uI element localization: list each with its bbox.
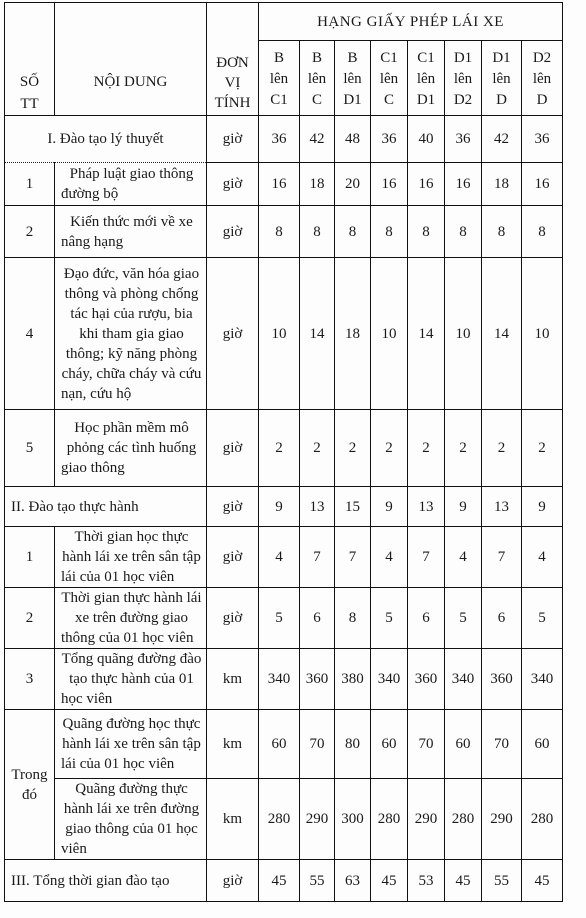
row-value: 9 bbox=[259, 487, 300, 527]
header-grade-line: D2 bbox=[532, 50, 552, 67]
row-value: 36 bbox=[259, 116, 300, 163]
header-grade-line: C bbox=[383, 92, 394, 109]
row-stt: 1 bbox=[5, 527, 55, 588]
table-row bbox=[5, 588, 563, 649]
row-stt: Trong đó bbox=[5, 710, 55, 860]
row-value: 60 bbox=[371, 710, 408, 779]
table-row bbox=[5, 258, 563, 410]
row-stt: 5 bbox=[5, 410, 55, 487]
header-grade-line: lên bbox=[343, 71, 362, 88]
row-value: 60 bbox=[259, 710, 300, 779]
row-value: 2 bbox=[408, 410, 445, 487]
row-value: 7 bbox=[408, 527, 445, 588]
row-value: 8 bbox=[522, 206, 563, 258]
row-value: 45 bbox=[371, 860, 408, 902]
row-value: 10 bbox=[445, 258, 482, 410]
row-value: 15 bbox=[335, 487, 371, 527]
row-value: 8 bbox=[482, 206, 522, 258]
row-value: 2 bbox=[371, 410, 408, 487]
header-grade-line: lên bbox=[269, 71, 289, 88]
row-value: 340 bbox=[522, 649, 563, 710]
row-value: 5 bbox=[259, 588, 300, 649]
row-content: Học phần mềm mô phỏng các tình huống giao thông bbox=[55, 410, 207, 487]
header-grade-line: C1 bbox=[270, 92, 288, 109]
row-stt: 2 bbox=[5, 206, 55, 258]
header-grade-2 bbox=[335, 41, 371, 116]
row-value: 16 bbox=[522, 163, 563, 206]
row-content: Tổng quãng đường đào tạo thực hành của 01 học viên bbox=[55, 649, 207, 710]
row-value: 6 bbox=[482, 588, 522, 649]
row-value: 70 bbox=[482, 710, 522, 779]
row-value: 18 bbox=[335, 258, 371, 410]
row-value: 10 bbox=[522, 258, 563, 410]
row-content: Thời gian thực hành lái xe trên đường giao thông của 01 học viên bbox=[55, 588, 207, 649]
table-row bbox=[5, 410, 563, 487]
row-stt: 4 bbox=[5, 258, 55, 410]
row-unit: giờ bbox=[207, 163, 259, 206]
row-content: Thời gian học thực hành lái xe trên sân tập lái của 01 học viên bbox=[55, 527, 207, 588]
table-row bbox=[5, 779, 563, 860]
table-row bbox=[5, 116, 563, 163]
row-value: 16 bbox=[408, 163, 445, 206]
row-value: 7 bbox=[482, 527, 522, 588]
row-content: Đạo đức, văn hóa giao thông và phòng chống tác hại của rượu, bia khi tham gia giao thông; kỹ năng phòng cháy, chữa cháy và cứu nạn, cứu hộ bbox=[55, 258, 207, 410]
row-value: 8 bbox=[259, 206, 300, 258]
header-grade-line: B bbox=[311, 50, 322, 67]
row-content: Kiến thức mới về xe nâng hạng bbox=[55, 206, 207, 258]
row-value: 9 bbox=[445, 487, 482, 527]
table-row bbox=[5, 487, 563, 527]
row-value: 10 bbox=[259, 258, 300, 410]
row-value: 55 bbox=[482, 860, 522, 902]
row-unit: giờ bbox=[207, 410, 259, 487]
row-value: 340 bbox=[371, 649, 408, 710]
row-value: 13 bbox=[408, 487, 445, 527]
row-value: 14 bbox=[408, 258, 445, 410]
row-value: 36 bbox=[371, 116, 408, 163]
header-unit: ĐƠN VỊ TÍNH bbox=[207, 3, 259, 116]
row-value: 70 bbox=[408, 710, 445, 779]
row-value: 80 bbox=[335, 710, 371, 779]
row-value: 2 bbox=[335, 410, 371, 487]
row-value: 2 bbox=[522, 410, 563, 487]
row-stt: 2 bbox=[5, 588, 55, 649]
header-grade-line: D2 bbox=[453, 92, 473, 109]
row-value: 280 bbox=[371, 779, 408, 860]
row-value: 7 bbox=[300, 527, 335, 588]
row-value: 360 bbox=[300, 649, 335, 710]
row-value: 9 bbox=[371, 487, 408, 527]
row-value: 40 bbox=[408, 116, 445, 163]
row-value: 4 bbox=[522, 527, 563, 588]
row-value: 4 bbox=[445, 527, 482, 588]
row-value: 340 bbox=[445, 649, 482, 710]
row-value: 280 bbox=[259, 779, 300, 860]
table-row bbox=[5, 527, 563, 588]
row-value: 290 bbox=[482, 779, 522, 860]
header-grade-line: lên bbox=[492, 71, 511, 88]
row-value: 360 bbox=[482, 649, 522, 710]
row-unit: giờ bbox=[207, 258, 259, 410]
row-value: 55 bbox=[300, 860, 335, 902]
row-unit: giờ bbox=[207, 588, 259, 649]
row-value: 5 bbox=[371, 588, 408, 649]
row-value: 8 bbox=[408, 206, 445, 258]
row-stt: 1 bbox=[5, 163, 55, 206]
row-value: 14 bbox=[482, 258, 522, 410]
header-grade-line: C1 bbox=[417, 50, 435, 67]
row-value: 280 bbox=[445, 779, 482, 860]
row-value: 2 bbox=[445, 410, 482, 487]
row-value: 5 bbox=[445, 588, 482, 649]
header-grade-6 bbox=[482, 41, 522, 116]
row-value: 53 bbox=[408, 860, 445, 902]
header-grade-line: B bbox=[273, 50, 284, 67]
row-unit: giờ bbox=[207, 527, 259, 588]
section-title: III. Tổng thời gian đào tạo bbox=[5, 860, 207, 902]
row-stt: 3 bbox=[5, 649, 55, 710]
row-unit: km bbox=[207, 779, 259, 860]
header-grade-4 bbox=[408, 41, 445, 116]
row-value: 13 bbox=[300, 487, 335, 527]
license-training-table bbox=[4, 2, 563, 902]
row-value: 300 bbox=[335, 779, 371, 860]
row-value: 20 bbox=[335, 163, 371, 206]
header-grade-line: D1 bbox=[416, 92, 436, 109]
row-value: 8 bbox=[335, 588, 371, 649]
header-grade-line: B bbox=[347, 50, 358, 67]
table-row bbox=[5, 710, 563, 779]
row-content: Pháp luật giao thông đường bộ bbox=[55, 163, 207, 206]
header-grade-3 bbox=[371, 41, 408, 116]
row-unit: giờ bbox=[207, 860, 259, 902]
row-value: 18 bbox=[300, 163, 335, 206]
row-value: 60 bbox=[445, 710, 482, 779]
row-value: 45 bbox=[259, 860, 300, 902]
row-value: 380 bbox=[335, 649, 371, 710]
header-license-group: HẠNG GIẤY PHÉP LÁI XE bbox=[259, 3, 563, 41]
header-grade-7 bbox=[522, 41, 563, 116]
row-value: 16 bbox=[371, 163, 408, 206]
table-row bbox=[5, 649, 563, 710]
row-value: 2 bbox=[259, 410, 300, 487]
row-value: 60 bbox=[522, 710, 563, 779]
row-value: 63 bbox=[335, 860, 371, 902]
row-value: 2 bbox=[482, 410, 522, 487]
row-value: 36 bbox=[522, 116, 563, 163]
row-unit: giờ bbox=[207, 116, 259, 163]
row-value: 4 bbox=[371, 527, 408, 588]
header-grade-line: C bbox=[311, 92, 322, 109]
row-value: 48 bbox=[335, 116, 371, 163]
row-value: 70 bbox=[300, 710, 335, 779]
row-value: 7 bbox=[335, 527, 371, 588]
header-grade-line: D1 bbox=[453, 50, 473, 67]
row-value: 14 bbox=[300, 258, 335, 410]
row-value: 290 bbox=[300, 779, 335, 860]
header-grade-line: lên bbox=[379, 71, 399, 88]
section-title: I. Đào tạo lý thuyết bbox=[5, 116, 207, 163]
header-grade-0 bbox=[259, 41, 300, 116]
row-value: 340 bbox=[259, 649, 300, 710]
row-value: 2 bbox=[300, 410, 335, 487]
row-content: Quãng đường học thực hành lái xe trên sân tập lái của 01 học viên bbox=[55, 710, 207, 779]
row-value: 18 bbox=[482, 163, 522, 206]
row-value: 8 bbox=[445, 206, 482, 258]
table-row bbox=[5, 860, 563, 902]
row-value: 8 bbox=[371, 206, 408, 258]
row-unit: giờ bbox=[207, 206, 259, 258]
row-value: 280 bbox=[522, 779, 563, 860]
table-row bbox=[5, 206, 563, 258]
row-value: 6 bbox=[300, 588, 335, 649]
row-value: 45 bbox=[445, 860, 482, 902]
header-grade-line: D bbox=[496, 92, 507, 109]
row-value: 9 bbox=[522, 487, 563, 527]
header-grade-line: D1 bbox=[492, 50, 511, 67]
header-grade-line: lên bbox=[453, 71, 473, 88]
row-value: 42 bbox=[482, 116, 522, 163]
row-value: 36 bbox=[445, 116, 482, 163]
row-value: 16 bbox=[445, 163, 482, 206]
row-unit: giờ bbox=[207, 487, 259, 527]
header-grade-1 bbox=[300, 41, 335, 116]
row-value: 13 bbox=[482, 487, 522, 527]
row-value: 290 bbox=[408, 779, 445, 860]
row-value: 4 bbox=[259, 527, 300, 588]
table-row bbox=[5, 163, 563, 206]
row-value: 360 bbox=[408, 649, 445, 710]
row-unit: km bbox=[207, 710, 259, 779]
row-value: 6 bbox=[408, 588, 445, 649]
header-grade-line: D1 bbox=[343, 92, 362, 109]
header-grade-line: lên bbox=[416, 71, 436, 88]
section-title: II. Đào tạo thực hành bbox=[5, 487, 207, 527]
row-unit: km bbox=[207, 649, 259, 710]
header-grade-line: lên bbox=[307, 71, 327, 88]
header-grade-5 bbox=[445, 41, 482, 116]
row-value: 16 bbox=[259, 163, 300, 206]
header-grade-line: lên bbox=[532, 71, 552, 88]
row-content: Quãng đường thực hành lái xe trên đường giao thông của 01 học viên bbox=[55, 779, 207, 860]
row-value: 5 bbox=[522, 588, 563, 649]
header-grade-line: C1 bbox=[380, 50, 398, 67]
row-value: 45 bbox=[522, 860, 563, 902]
row-value: 8 bbox=[300, 206, 335, 258]
row-value: 8 bbox=[335, 206, 371, 258]
row-value: 10 bbox=[371, 258, 408, 410]
header-content: NỘI DUNG bbox=[55, 3, 207, 116]
row-value: 42 bbox=[300, 116, 335, 163]
header-stt: SỐ TT bbox=[5, 3, 55, 116]
header-grade-line: D bbox=[536, 92, 548, 109]
